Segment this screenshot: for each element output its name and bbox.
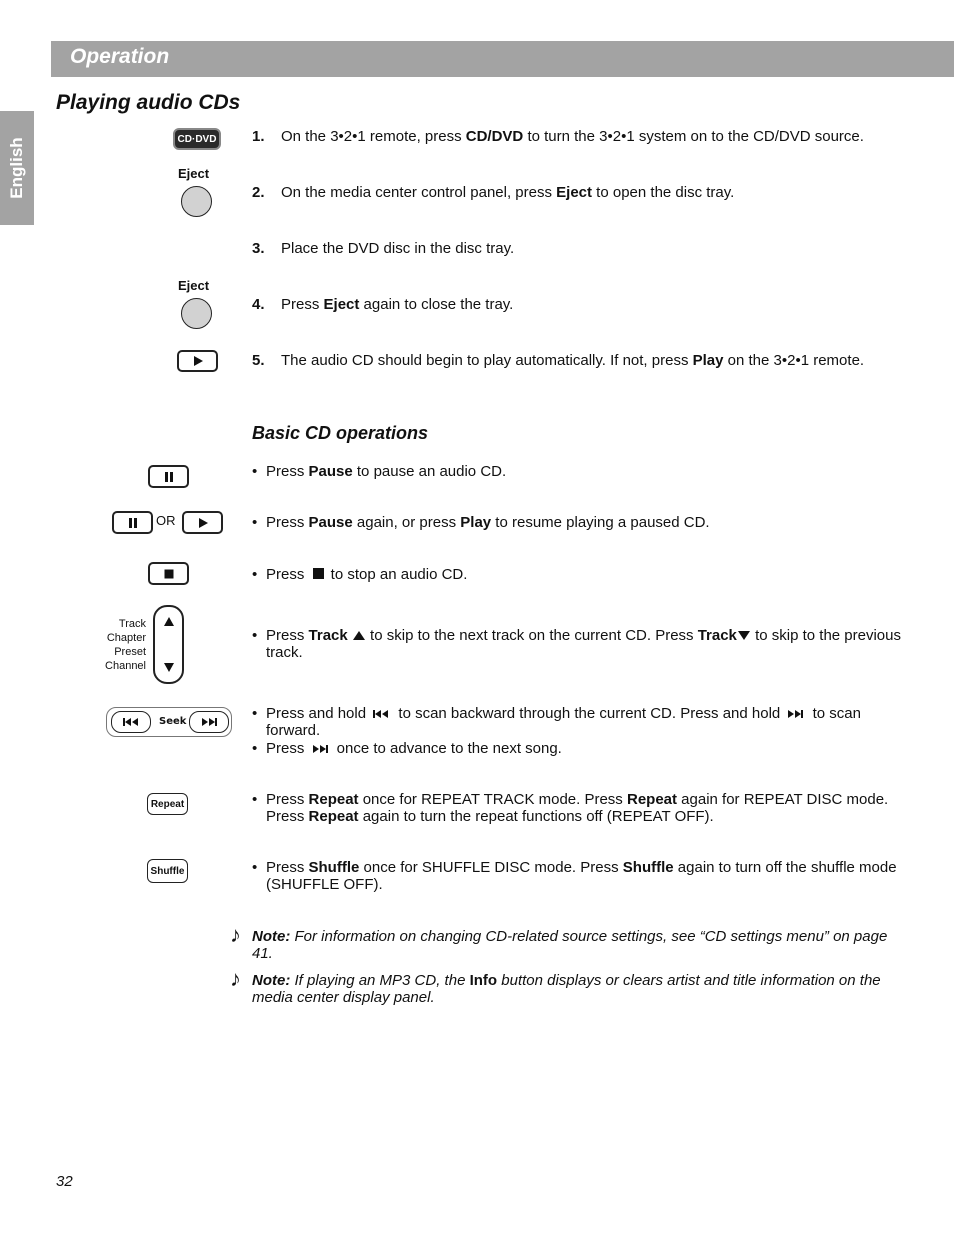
down-arrow-icon xyxy=(163,662,175,673)
bullet-text: to skip to the previous track. xyxy=(266,627,901,661)
bullet-resume xyxy=(252,514,902,531)
step-1 xyxy=(252,128,912,145)
stop-button-icon xyxy=(148,562,189,585)
step-5 xyxy=(252,352,932,369)
eject-label: Eject xyxy=(178,166,210,181)
bullet-text: to stop an audio CD. xyxy=(326,566,468,583)
step-number: 1. xyxy=(252,128,265,145)
bullet-text: again to turn the repeat functions off (REPEAT OFF). xyxy=(358,808,714,825)
play-icon xyxy=(192,355,204,367)
page-number: 32 xyxy=(56,1173,73,1190)
bullet-text: Press xyxy=(266,514,309,531)
pause-button-icon xyxy=(112,511,153,534)
play-button-icon xyxy=(182,511,223,534)
bullet-keyword: Shuffle xyxy=(622,859,674,876)
bullet-seek-once xyxy=(252,740,902,757)
bullet-text: once for REPEAT TRACK mode. Press xyxy=(358,791,627,808)
bullet-keyword: Play xyxy=(460,514,492,531)
note-keyword: Info xyxy=(469,972,498,989)
step-text: on the 3•2•1 remote. xyxy=(723,352,865,369)
bullet-dot: • xyxy=(252,859,258,876)
step-keyword: CD/DVD xyxy=(465,128,524,145)
bullet-keyword: Repeat xyxy=(308,808,359,825)
track-label: Track xyxy=(118,618,146,630)
skip-forward-icon xyxy=(784,709,808,719)
bullet-keyword: Pause xyxy=(308,463,353,480)
pause-icon xyxy=(127,517,139,529)
bullet-keyword: Track xyxy=(697,627,737,644)
eject-button-icon xyxy=(181,298,212,329)
seek-forward-button-icon xyxy=(189,711,229,733)
bullet-track xyxy=(252,627,902,661)
bullet-dot: • xyxy=(252,740,258,757)
step-text: again to close the tray. xyxy=(359,296,514,313)
stop-icon xyxy=(309,567,327,580)
step-text: The audio CD should begin to play automatically. If not, press xyxy=(281,352,693,369)
step-text: Place the DVD disc in the disc tray. xyxy=(281,240,515,257)
note-label: Note: xyxy=(252,928,291,945)
bullet-text: to scan backward through the current CD. Press and hold xyxy=(394,705,785,722)
bullet-text: once for SHUFFLE DISC mode. Press xyxy=(359,859,623,876)
step-number: 2. xyxy=(252,184,265,201)
bullet-dot: • xyxy=(252,627,258,644)
note-text: button displays or clears artist and title information on the media center display panel. xyxy=(252,972,881,1006)
eject-button-icon xyxy=(181,186,212,217)
page-title: Playing audio CDs xyxy=(56,91,241,114)
bullet-dot: • xyxy=(252,566,258,583)
bullet-dot: • xyxy=(252,705,258,722)
bullet-text: to pause an audio CD. xyxy=(352,463,507,480)
step-4 xyxy=(252,296,912,313)
shuffle-label: Shuffle xyxy=(150,865,185,877)
bullet-dot: • xyxy=(252,791,258,808)
subsection-title: Basic CD operations xyxy=(252,423,429,443)
step-text: to turn the 3•2•1 system on to the CD/DVD source. xyxy=(523,128,864,145)
stop-icon xyxy=(163,568,175,580)
track-rocker-labels xyxy=(96,617,146,673)
up-arrow-icon xyxy=(163,616,175,627)
play-icon xyxy=(197,517,209,529)
track-rocker-icon xyxy=(153,605,184,684)
bullet-dot: • xyxy=(252,514,258,531)
bullet-text: Press xyxy=(266,463,309,480)
step-2 xyxy=(252,184,912,201)
step-keyword: Eject xyxy=(323,296,360,313)
step-number: 5. xyxy=(252,352,265,369)
cd-dvd-button-icon xyxy=(173,128,221,150)
bullet-seek-hold xyxy=(252,705,902,739)
bullet-repeat xyxy=(252,791,902,825)
note-label: Note: xyxy=(252,972,291,989)
bullet-keyword: Pause xyxy=(308,514,353,531)
section-title: Operation xyxy=(70,45,170,68)
chapter-label: Chapter xyxy=(106,632,146,644)
shuffle-button-icon xyxy=(147,859,188,883)
step-keyword: Eject xyxy=(556,184,593,201)
bullet-text: once to advance to the next song. xyxy=(332,740,562,757)
seek-label: Seek xyxy=(159,716,187,727)
bullet-text: Press xyxy=(266,740,309,757)
bullet-text: Press xyxy=(266,791,309,808)
step-keyword: Play xyxy=(692,352,724,369)
bullet-text: to scan forward. xyxy=(266,705,861,739)
bullet-keyword: Shuffle xyxy=(308,859,360,876)
skip-forward-icon xyxy=(200,717,218,727)
step-text: Press xyxy=(281,296,324,313)
bullet-text: again, or press xyxy=(352,514,461,531)
bullet-keyword: Repeat xyxy=(308,791,359,808)
down-arrow-icon xyxy=(737,630,751,641)
music-note-icon: ♪ xyxy=(230,922,241,947)
bullet-text: Press xyxy=(266,566,309,583)
pause-icon xyxy=(163,471,175,483)
note-text: For information on changing CD-related source settings, see “CD settings menu” on page 41. xyxy=(252,928,888,962)
note-1 xyxy=(252,928,902,962)
step-text: On the media center control panel, press xyxy=(281,184,557,201)
bullet-text: again for REPEAT DISC mode. Press xyxy=(266,791,889,825)
preset-label: Preset xyxy=(114,646,146,658)
step-text: On the 3•2•1 remote, press xyxy=(281,128,466,145)
repeat-button-icon xyxy=(147,793,188,815)
bullet-text: Press and hold xyxy=(266,705,371,722)
repeat-label: Repeat xyxy=(150,798,185,810)
or-label: OR xyxy=(156,513,176,528)
up-arrow-icon xyxy=(352,630,366,641)
pause-button-icon xyxy=(148,465,189,488)
step-text: to open the disc tray. xyxy=(592,184,735,201)
language-tab xyxy=(0,111,34,225)
seek-back-button-icon xyxy=(111,711,151,733)
bullet-dot: • xyxy=(252,463,258,480)
section-header-bar xyxy=(51,41,954,77)
step-number: 3. xyxy=(252,240,265,257)
bullet-text: to resume playing a paused CD. xyxy=(491,514,710,531)
bullet-text: Press xyxy=(266,859,309,876)
cd-dvd-label: CD·DVD xyxy=(177,133,217,145)
step-number: 4. xyxy=(252,296,265,313)
bullet-stop xyxy=(252,566,902,583)
bullet-keyword: Repeat xyxy=(626,791,678,808)
seek-buttons-icon xyxy=(106,707,232,737)
bullet-text: to skip to the next track on the current CD. Press xyxy=(365,627,698,644)
channel-label: Channel xyxy=(105,660,146,672)
eject-label: Eject xyxy=(178,278,210,293)
language-label: English xyxy=(7,137,26,199)
step-3 xyxy=(252,240,912,257)
skip-forward-icon xyxy=(309,744,333,754)
skip-back-icon xyxy=(370,709,394,719)
bullet-text: again to turn off the shuffle mode (SHUFFLE OFF). xyxy=(266,859,897,893)
music-note-icon: ♪ xyxy=(230,966,241,991)
note-text: If playing an MP3 CD, the xyxy=(290,972,470,989)
bullet-pause xyxy=(252,463,902,480)
note-2 xyxy=(252,972,902,1006)
skip-back-icon xyxy=(122,717,140,727)
bullet-shuffle xyxy=(252,859,902,893)
play-button-icon xyxy=(177,350,218,372)
bullet-keyword: Track xyxy=(308,627,348,644)
bullet-text: Press xyxy=(266,627,309,644)
